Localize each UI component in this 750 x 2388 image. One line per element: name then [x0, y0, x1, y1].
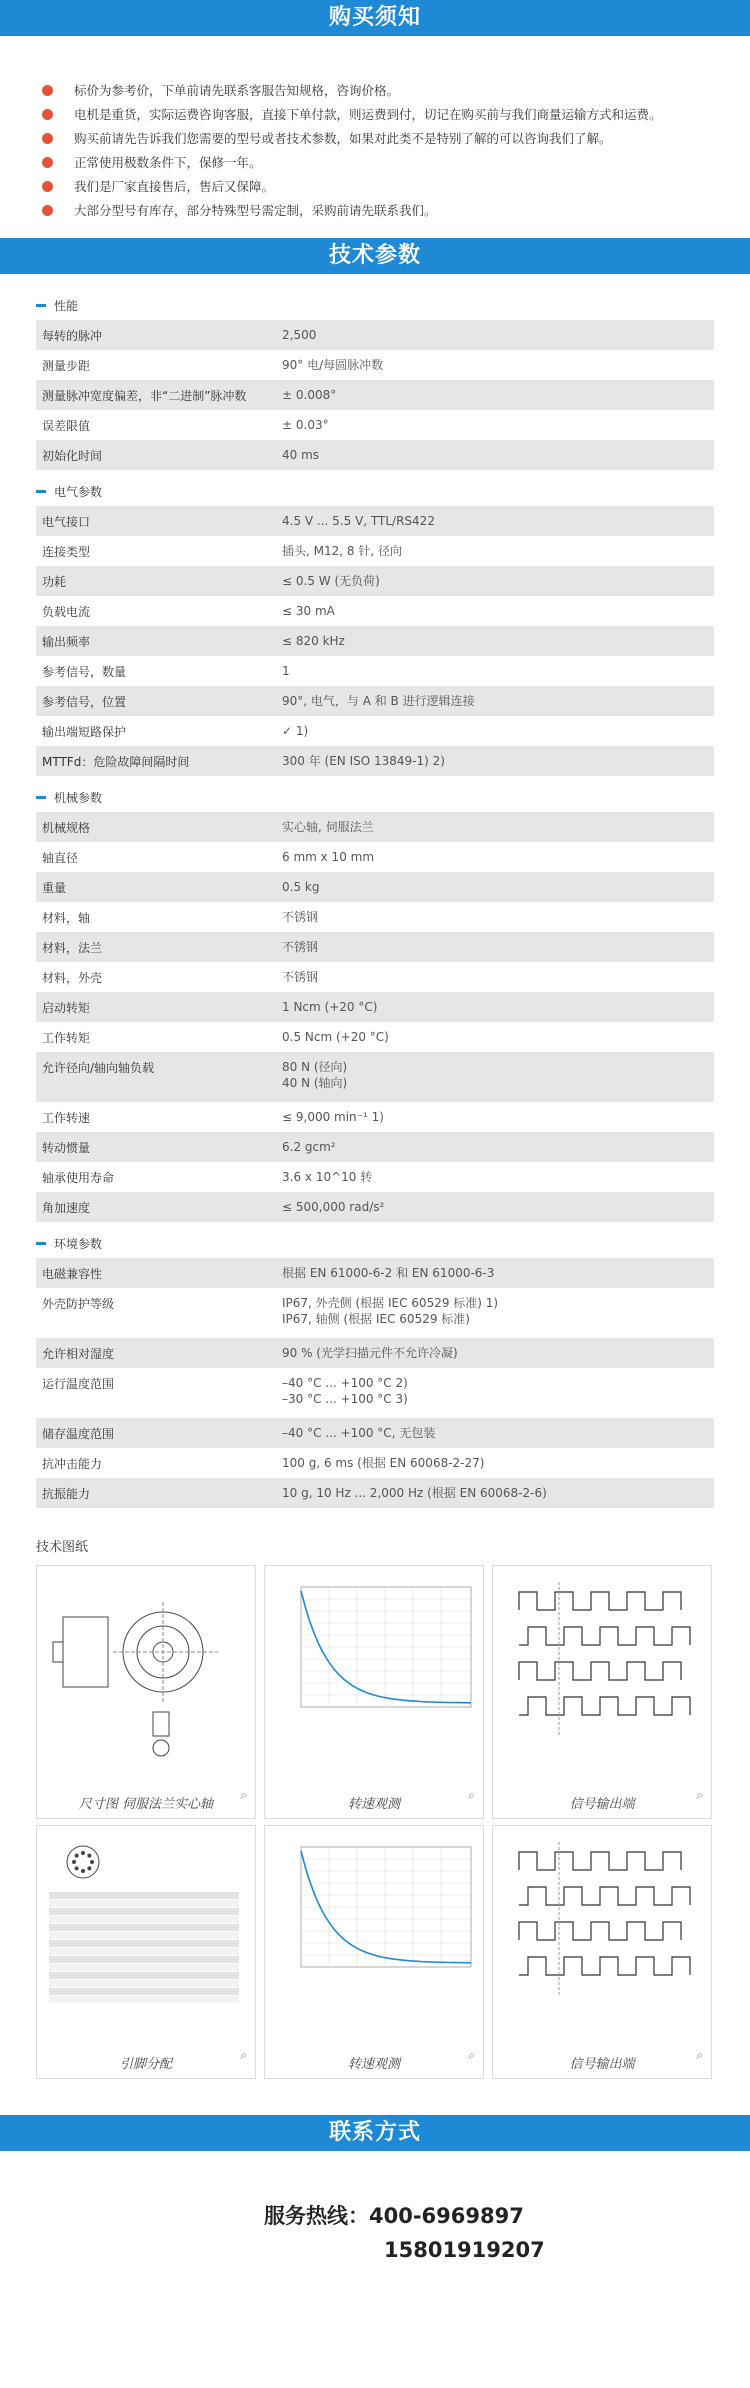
notice-item: [42, 78, 750, 102]
spec-key: 角加速度: [42, 1201, 91, 1215]
magnifier-icon[interactable]: ⌕: [468, 1788, 475, 1802]
drawing-caption: 尺寸图 伺服法兰实心轴: [78, 1797, 214, 1812]
spec-row: [36, 1368, 714, 1418]
spec-row: [36, 536, 714, 566]
spec-key: 工作转矩: [42, 1031, 91, 1045]
pins-drawing: [43, 1832, 249, 2042]
bullet-dot-icon: [42, 157, 53, 168]
spec-key: 初始化时间: [42, 449, 103, 463]
spec-value: ≤ 820 kHz: [282, 634, 345, 648]
spec-row: [36, 1288, 714, 1338]
spec-row: [36, 320, 714, 350]
contact-info: [0, 2151, 750, 2267]
spec-value: 80 N (径向) 40 N (轴向): [282, 1060, 348, 1090]
spec-row: [36, 716, 714, 746]
drawings-section: [0, 1536, 750, 2079]
spec-row: [36, 380, 714, 410]
spec-key: MTTFd：危险故障间隔时间: [42, 755, 190, 769]
spec-row: [36, 962, 714, 992]
spec-value: 1: [282, 664, 290, 678]
drawing-card[interactable]: [264, 1825, 484, 2079]
notice-list: [0, 36, 750, 238]
notice-text: 正常使用极数条件下，保修一年。: [74, 155, 262, 170]
spec-row: [36, 656, 714, 686]
spec-value: 根据 EN 61000-6-2 和 EN 61000-6-3: [282, 1266, 495, 1280]
spec-value: ≤ 500,000 rad/s²: [282, 1200, 385, 1214]
spec-value: ± 0.008°: [282, 388, 337, 402]
spec-key: 测量脉冲宽度偏差，非“二进制”脉冲数: [42, 389, 247, 403]
spec-value: 100 g, 6 ms (根据 EN 60068-2-27): [282, 1456, 485, 1470]
notice-text: 大部分型号有库存，部分特殊型号需定制，采购前请先联系我们。: [74, 203, 437, 218]
spec-row: [36, 1478, 714, 1508]
spec-value: –40 °C ... +100 °C, 无包装: [282, 1426, 436, 1440]
section-title: 机械参数: [54, 790, 103, 805]
spec-row: [36, 1162, 714, 1192]
bullet-dot-icon: [42, 181, 53, 192]
spec-value: 插头, M12, 8 针, 径向: [282, 544, 402, 558]
drawing-card[interactable]: [492, 1825, 712, 2079]
spec-key: 抗冲击能力: [42, 1457, 103, 1471]
section-title: 环境参数: [54, 1236, 103, 1251]
spec-key: 每转的脉冲: [42, 329, 103, 343]
spec-value: 90 % (光学扫描元件不允许冷凝): [282, 1346, 458, 1360]
spec-row: [36, 1192, 714, 1222]
drawing-caption: 信号输出端: [569, 2057, 635, 2072]
spec-value: 90°, 电气，与 A 和 B 进行逻辑连接: [282, 694, 475, 708]
spec-row: [36, 1022, 714, 1052]
spec-value: 300 年 (EN ISO 13849-1) 2): [282, 754, 445, 768]
spec-key: 测量步距: [42, 359, 91, 373]
spec-row: [36, 686, 714, 716]
spec-row: [36, 1052, 714, 1102]
spec-value: 不锈钢: [282, 970, 319, 984]
drawing-card[interactable]: [36, 1825, 256, 2079]
spec-row: [36, 350, 714, 380]
spec-value: 0.5 Ncm (+20 °C): [282, 1030, 389, 1044]
signal-drawing: [499, 1832, 705, 2042]
spec-value: –40 °C ... +100 °C 2) –30 °C ... +100 °C 3): [282, 1376, 408, 1406]
spec-value: 不锈钢: [282, 910, 319, 924]
section-header: [36, 782, 714, 812]
spec-row: [36, 1338, 714, 1368]
contact-banner: 联系方式: [0, 2115, 750, 2151]
spec-value: 实心轴, 伺服法兰: [282, 820, 374, 834]
section-title: 性能: [54, 298, 79, 313]
drawing-card[interactable]: [492, 1565, 712, 1819]
curve-drawing: [271, 1832, 477, 2042]
spec-value: 不锈钢: [282, 940, 319, 954]
spec-key: 材料，外壳: [42, 971, 103, 985]
drawing-caption: 信号输出端: [569, 1797, 635, 1812]
spec-value: 1 Ncm (+20 °C): [282, 1000, 378, 1014]
spec-key: 转动惯量: [42, 1141, 91, 1155]
spec-row: [36, 932, 714, 962]
signal-drawing: [499, 1572, 705, 1782]
spec-value: ± 0.03°: [282, 418, 329, 432]
spec-row: [36, 1132, 714, 1162]
spec-key: 外壳防护等级: [42, 1297, 115, 1311]
section-header: [36, 1228, 714, 1258]
spec-row: [36, 746, 714, 776]
section-header: [36, 290, 714, 320]
bullet-dot-icon: [42, 133, 53, 144]
bullet-dot-icon: [42, 205, 53, 216]
spec-key: 功耗: [42, 575, 67, 589]
spec-key: 轴承使用寿命: [42, 1171, 115, 1185]
notice-item: [42, 102, 750, 126]
spec-value: 3.6 x 10^10 转: [282, 1170, 373, 1184]
spec-banner: 技术参数: [0, 238, 750, 274]
spec-value: 6 mm x 10 mm: [282, 850, 375, 864]
drawing-caption: 转速观测: [347, 2057, 400, 2072]
notice-text: 购买前请先告诉我们您需要的型号或者技术参数，如果对此类不是特别了解的可以咨询我们了解。: [74, 131, 612, 146]
spec-value: 10 g, 10 Hz ... 2,000 Hz (根据 EN 60068-2-6): [282, 1486, 547, 1500]
spec-row: [36, 992, 714, 1022]
drawing-caption: 转速观测: [347, 1797, 400, 1812]
drawings-title: 技术图纸: [36, 1540, 89, 1555]
spec-row: [36, 626, 714, 656]
spec-key: 储存温度范围: [42, 1427, 115, 1441]
spec-key: 输出端短路保护: [42, 725, 127, 739]
section-header: [36, 476, 714, 506]
spec-key: 电磁兼容性: [42, 1267, 103, 1281]
notice-text: 我们是厂家直接售后，售后又保障。: [74, 179, 275, 194]
dimension-drawing: [43, 1572, 249, 1782]
magnifier-icon[interactable]: ⌕: [696, 1788, 703, 1802]
spec-value: IP67, 外壳侧 (根据 IEC 60529 标准) 1) IP67, 轴侧 (根据 IEC 60529 标准): [282, 1296, 499, 1326]
notice-text: 电机是重货，实际运费咨询客服，直接下单付款，则运费到付，切记在购买前与我们商量运输方式和运费。: [74, 107, 662, 122]
spec-key: 连接类型: [42, 545, 91, 559]
spec-key: 允许相对湿度: [42, 1347, 115, 1361]
spec-value: 0.5 kg: [282, 880, 320, 894]
spec-row: [36, 812, 714, 842]
spec-key: 抗振能力: [42, 1487, 91, 1501]
spec-row: [36, 1448, 714, 1478]
bullet-dot-icon: [42, 85, 53, 96]
dash-icon: [36, 304, 46, 307]
drawing-caption: 引脚分配: [119, 2057, 172, 2072]
hotline-text: 服务热线：400-6969897: [264, 2204, 524, 2228]
spec-value: 2,500: [282, 328, 317, 342]
dash-icon: [36, 1242, 46, 1245]
spec-key: 运行温度范围: [42, 1377, 115, 1391]
notice-item: [42, 198, 750, 222]
dash-icon: [36, 796, 46, 799]
spec-value: ✓ 1): [282, 724, 309, 738]
spec-key: 启动转矩: [42, 1001, 91, 1015]
spec-row: [36, 506, 714, 536]
notice-item: [42, 126, 750, 150]
bullet-dot-icon: [42, 109, 53, 120]
dash-icon: [36, 490, 46, 493]
spec-row: [36, 902, 714, 932]
spec-row: [36, 440, 714, 470]
spec-key: 输出频率: [42, 635, 91, 649]
spec-key: 机械规格: [42, 821, 91, 835]
section-title: 电气参数: [54, 484, 103, 499]
spec-row: [36, 842, 714, 872]
spec-row: [36, 1102, 714, 1132]
spec-key: 材料，法兰: [42, 941, 103, 955]
spec-key: 轴直径: [42, 851, 79, 865]
spec-table: [0, 274, 750, 1514]
spec-row: [36, 596, 714, 626]
spec-row: [36, 1418, 714, 1448]
spec-key: 负载电流: [42, 605, 91, 619]
spec-value: 6.2 gcm²: [282, 1140, 336, 1154]
spec-key: 电气接口: [42, 515, 91, 529]
drawing-card[interactable]: [264, 1565, 484, 1819]
mobile-text: 15801919207: [384, 2238, 545, 2262]
drawing-card[interactable]: [36, 1565, 256, 1819]
spec-key: 材料，轴: [42, 911, 91, 925]
spec-value: 90° 电/每圆脉冲数: [282, 358, 384, 372]
spec-row: [36, 872, 714, 902]
spec-row: [36, 1258, 714, 1288]
notice-banner: 购买须知: [0, 0, 750, 36]
notice-item: [42, 150, 750, 174]
spec-value: ≤ 9,000 min⁻¹ 1): [282, 1110, 384, 1124]
spec-row: [36, 410, 714, 440]
drawing-cards: [36, 1565, 714, 2079]
curve-drawing: [271, 1572, 477, 1782]
magnifier-icon[interactable]: ⌕: [240, 2048, 247, 2062]
spec-key: 参考信号，数量: [42, 665, 127, 679]
spec-key: 误差限值: [42, 419, 91, 433]
spec-key: 工作转速: [42, 1111, 91, 1125]
spec-key: 允许径向/轴向轴负载: [42, 1061, 155, 1075]
notice-item: [42, 174, 750, 198]
spec-key: 参考信号，位置: [42, 695, 127, 709]
spec-key: 重量: [42, 881, 67, 895]
magnifier-icon[interactable]: ⌕: [696, 2048, 703, 2062]
spec-value: ≤ 30 mA: [282, 604, 335, 618]
magnifier-icon[interactable]: ⌕: [240, 1788, 247, 1802]
spec-row: [36, 566, 714, 596]
notice-text: 标价为参考价，下单前请先联系客服告知规格，咨询价格。: [74, 83, 400, 98]
spec-value: ≤ 0.5 W (无负荷): [282, 574, 380, 588]
magnifier-icon[interactable]: ⌕: [468, 2048, 475, 2062]
spec-value: 4.5 V ... 5.5 V, TTL/RS422: [282, 514, 435, 528]
spec-value: 40 ms: [282, 448, 320, 462]
